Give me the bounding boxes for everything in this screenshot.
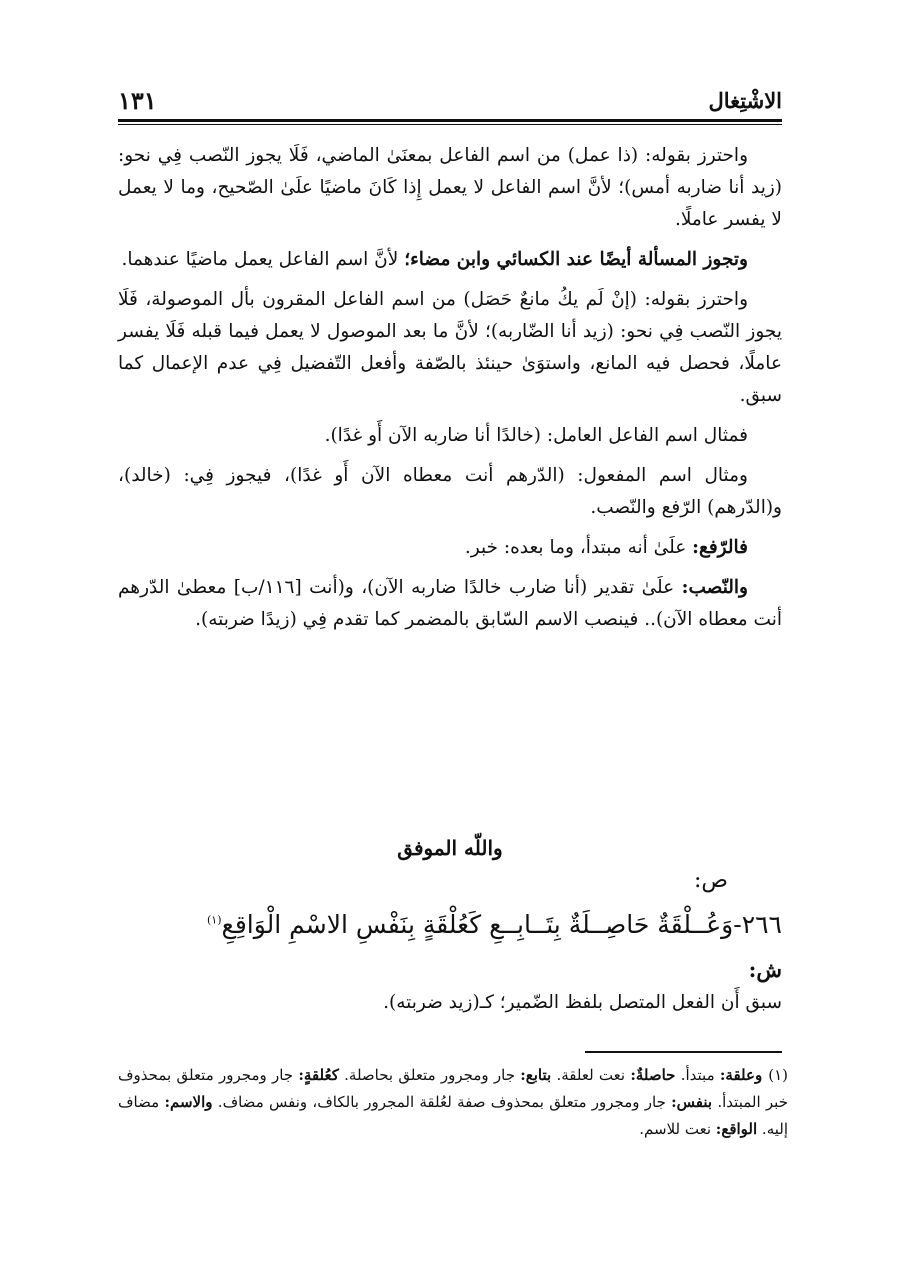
header-rule-thin bbox=[118, 124, 782, 125]
paragraph-7-bold: والنّصب: bbox=[681, 577, 748, 598]
fn-text: مضاف إليه. bbox=[118, 1093, 788, 1138]
paragraph-6-bold: فالرّفع: bbox=[692, 537, 748, 558]
paragraph-3: واحترز بقوله: (إنْ لَم يكُ مانعٌ حَصَل) من اسم الفاعل المقرون بأل الموصولة، فَلَا يجوز النّصب فِي نحو: (زيد أنا الضّاربه)؛ لأنَّ ما بعد الموصول لا يعمل فيما قبله فَلَا يفسر عاملًا، فحصل فيه المانع، واستوَىٰ حينئذ بالصّفة وأفعل التّفضيل فِي عدم الإعمال كما سبق. bbox=[118, 289, 782, 406]
verse-number: ٢٦٦- bbox=[733, 910, 782, 939]
header-rule-thick bbox=[118, 119, 782, 122]
verse-label: ص: bbox=[693, 868, 728, 893]
fn-term: بنفس: bbox=[671, 1093, 713, 1111]
sharh-text: سبق أَن الفعل المتصل بلفظ الضّمير؛ كـ(زيد ضربته). bbox=[383, 992, 782, 1013]
fn-text: نعت للاسم. bbox=[639, 1120, 716, 1138]
paragraph-6-text: علَىٰ أنه مبتدأ، وما بعده: خبر. bbox=[464, 537, 693, 558]
fn-term: والاسم: bbox=[164, 1093, 213, 1111]
paragraph-7 bbox=[118, 572, 782, 636]
chapter-title: الاشْتِغال bbox=[708, 88, 782, 113]
footnote-separator bbox=[585, 1051, 782, 1053]
page-number: ١٣١ bbox=[118, 86, 157, 115]
sharh-label: ش: bbox=[748, 957, 782, 982]
paragraph-2 bbox=[118, 244, 782, 276]
paragraph-6 bbox=[118, 532, 782, 564]
verse-text: وَعُــلْقَةٌ حَاصِــلَةٌ بِتَــابِــعِ كَعُلْقَةٍ بِنَفْسِ الاسْمِ الْوَاقِعِ bbox=[221, 910, 734, 939]
fn-term: الواقع: bbox=[715, 1120, 758, 1138]
fn-term: كعُلقةٍ: bbox=[298, 1066, 339, 1084]
fn-term: حاصلةٌ: bbox=[630, 1066, 676, 1084]
paragraph-1: واحترز بقوله: (ذا عمل) من اسم الفاعل بمعنَىٰ الماضي، فَلَا يجوز النّصب فِي نحو: (زيد أنا ضاربه أمس)؛ لأنَّ اسم الفاعل لا يعمل إِذا كَانَ ماضيًا علَىٰ الصّحيح، وما لا يعمل لا يفسر عاملًا. bbox=[118, 145, 782, 230]
main-text bbox=[118, 140, 782, 644]
running-header bbox=[118, 84, 782, 116]
paragraph-4: فمثال اسم الفاعل العامل: (خالدًا أنا ضاربه الآن أَو غدًا). bbox=[324, 425, 748, 446]
fn-text: مبتدأ. bbox=[675, 1066, 720, 1084]
paragraph-2-text: لأنَّ اسم الفاعل يعمل ماضيًا عندهما. bbox=[121, 249, 405, 270]
fn-text: جار ومجرور متعلق بمحذوف صفة لعُلقة المجرور بالكاف، ونفس مضاف. bbox=[212, 1093, 672, 1111]
paragraph-7-text: علَىٰ تقدير (أنا ضارب خالدًا ضاربه الآن)، و(أنت [١١٦/ب] معطىٰ الدّرهم أنت معطاه الآن).. فينصب الاسم السّابق بالمضمر كما تقدم فِي (زيدًا ضربته). bbox=[118, 577, 782, 630]
fn-text: جار ومجرور متعلق بحاصلة. bbox=[338, 1066, 521, 1084]
fn-term: بتابع: bbox=[520, 1066, 552, 1084]
footnote-number: (١) bbox=[768, 1066, 788, 1084]
footnote-ref: (١) bbox=[207, 913, 222, 927]
footnote bbox=[118, 1062, 788, 1143]
fn-term: وعلقة: bbox=[719, 1066, 763, 1084]
fn-text: نعت لعلقة. bbox=[551, 1066, 631, 1084]
closing-phrase: واللّه الموفق bbox=[397, 836, 503, 860]
paragraph-5: ومثال اسم المفعول: (الدّرهم أنت معطاه الآن أَو غدًا)، فيجوز فِي: (خالد)، و(الدّرهم) الرّفع والنّصب. bbox=[118, 465, 782, 518]
paragraph-2-bold: وتجوز المسألة أيضًا عند الكسائي وابن مضاء؛ bbox=[404, 249, 748, 270]
verse-line bbox=[118, 910, 782, 939]
fn-text: جار ومجرور متعلق بمحذوف خبر المبتدأ. bbox=[118, 1066, 788, 1111]
